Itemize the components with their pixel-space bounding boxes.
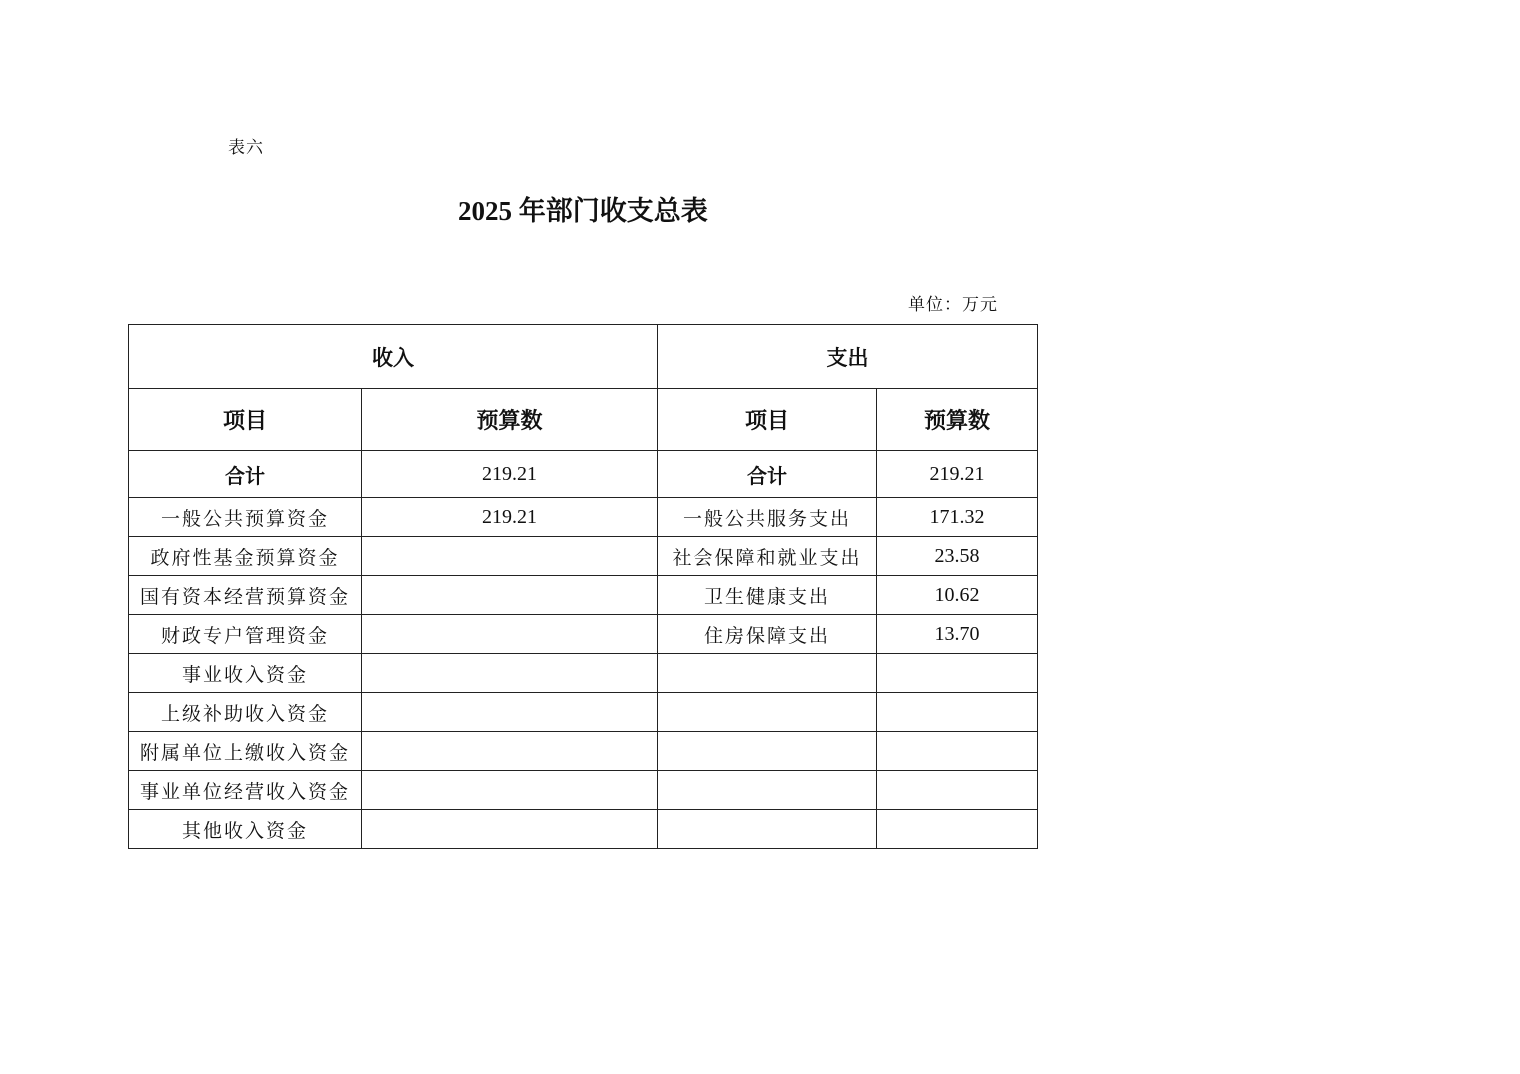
table-row: [129, 693, 1038, 732]
income-budget-header: 预算数: [362, 389, 658, 451]
expense-total-label: 合计: [658, 451, 877, 498]
expense-item: 一般公共服务支出: [658, 498, 877, 537]
income-item: 其他收入资金: [129, 810, 362, 849]
expense-group-header: 支出: [658, 325, 1038, 389]
income-value: [362, 810, 658, 849]
expense-value: [877, 810, 1038, 849]
income-item: 一般公共预算资金: [129, 498, 362, 537]
income-item: 上级补助收入资金: [129, 693, 362, 732]
expense-item: 社会保障和就业支出: [658, 537, 877, 576]
income-item-header: 项目: [129, 389, 362, 451]
expense-item: [658, 771, 877, 810]
income-value: [362, 615, 658, 654]
expense-item: 住房保障支出: [658, 615, 877, 654]
income-value: [362, 732, 658, 771]
expense-value: 23.58: [877, 537, 1038, 576]
table-row: [129, 771, 1038, 810]
expense-item: [658, 693, 877, 732]
table-row: [129, 498, 1038, 537]
expense-item-header: 项目: [658, 389, 877, 451]
income-value: [362, 537, 658, 576]
income-total-label: 合计: [129, 451, 362, 498]
income-item: 财政专户管理资金: [129, 615, 362, 654]
table-number-label: 表六: [228, 138, 264, 158]
income-value: [362, 771, 658, 810]
expense-value: [877, 693, 1038, 732]
expense-value: 171.32: [877, 498, 1038, 537]
income-group-header: 收入: [129, 325, 658, 389]
income-value: [362, 576, 658, 615]
column-header-row: [129, 389, 1038, 451]
expense-value: [877, 771, 1038, 810]
table-row: [129, 732, 1038, 771]
income-item: 政府性基金预算资金: [129, 537, 362, 576]
table-row: [129, 615, 1038, 654]
expense-item: [658, 810, 877, 849]
table-row: [129, 654, 1038, 693]
table-row: [129, 576, 1038, 615]
expense-item: [658, 654, 877, 693]
expense-item: 卫生健康支出: [658, 576, 877, 615]
income-item: 事业单位经营收入资金: [129, 771, 362, 810]
expense-value: [877, 654, 1038, 693]
unit-label: 单位：万元: [908, 295, 998, 315]
expense-value: 13.70: [877, 615, 1038, 654]
income-value: [362, 693, 658, 732]
budget-table: [128, 324, 1038, 849]
table-row: [129, 537, 1038, 576]
income-item: 国有资本经营预算资金: [129, 576, 362, 615]
expense-value: [877, 732, 1038, 771]
income-value: 219.21: [362, 498, 658, 537]
income-total-value: 219.21: [362, 451, 658, 498]
total-row: [129, 451, 1038, 498]
expense-value: 10.62: [877, 576, 1038, 615]
group-header-row: [129, 325, 1038, 389]
income-item: 附属单位上缴收入资金: [129, 732, 362, 771]
income-item: 事业收入资金: [129, 654, 362, 693]
expense-total-value: 219.21: [877, 451, 1038, 498]
table-row: [129, 810, 1038, 849]
income-value: [362, 654, 658, 693]
page-title: 2025 年部门收支总表: [458, 196, 708, 226]
expense-item: [658, 732, 877, 771]
expense-budget-header: 预算数: [877, 389, 1038, 451]
